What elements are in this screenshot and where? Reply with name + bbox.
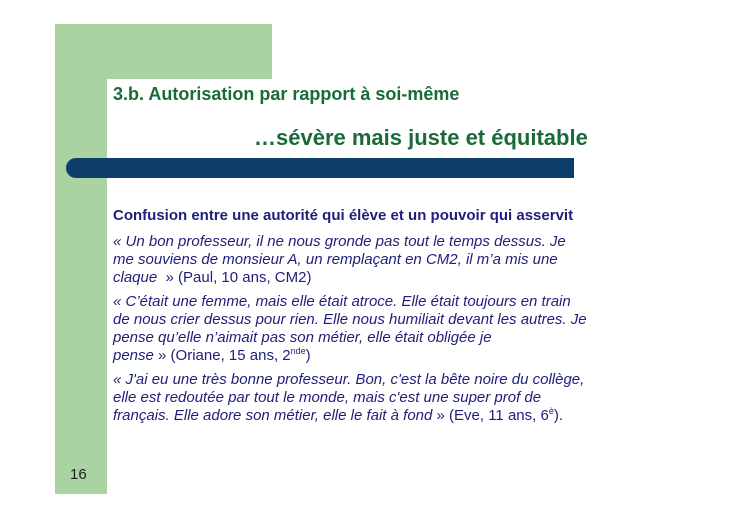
superscript: è — [548, 406, 554, 416]
quote-line: me souviens de monsieur A, un remplaçant en CM2, il m’a mis une — [113, 251, 558, 268]
quote-close: ) — [305, 347, 311, 364]
quote-italic: claque — [113, 269, 158, 286]
quote-close: ). — [553, 407, 563, 424]
quote-attribution: » (Oriane, 15 ans, 2 — [158, 347, 291, 364]
quote-line: elle est redoutée par tout le monde, mais c'est une super prof de — [113, 389, 542, 406]
quote-eve — [113, 371, 673, 425]
slide-title: 3.b. Autorisation par rapport à soi-même — [113, 84, 460, 104]
slide-subtitle: …sévère mais juste et équitable — [254, 125, 588, 150]
quote-line: « C’était une femme, mais elle était atroce. Elle était toujours en train — [113, 293, 571, 310]
quote-line — [113, 407, 673, 425]
green-title-tab — [107, 24, 272, 79]
quote-line: « Un bon professeur, il ne nous gronde pas tout le temps dessus. Je — [113, 233, 566, 250]
green-sidebar-bar — [55, 24, 107, 494]
quote-italic: français. Elle adore son métier, elle le fait à fond — [113, 407, 433, 424]
quote-line: « J'ai eu une très bonne professeur. Bon, c'est la bête noire du collège, — [113, 371, 585, 388]
quote-attribution: » (Paul, 10 ans, CM2) — [165, 269, 312, 286]
quote-paul — [113, 233, 673, 287]
quote-line: de nous crier dessus pour rien. Elle nous humiliait devant les autres. Je — [113, 311, 587, 328]
quote-line — [113, 269, 673, 287]
superscript: nde — [290, 346, 306, 356]
quote-line: pense qu’elle n’aimait pas son métier, elle était obligée je — [113, 329, 492, 346]
quote-attribution: » (Eve, 11 ans, 6 — [436, 407, 549, 424]
title-divider-bar — [66, 158, 574, 178]
quote-italic: pense — [113, 347, 154, 364]
content-heading: Confusion entre une autorité qui élève et un pouvoir qui asservit — [113, 207, 574, 224]
quote-line — [113, 347, 673, 365]
quote-oriane — [113, 293, 673, 365]
slide-content — [113, 207, 673, 431]
page-number: 16 — [70, 466, 87, 483]
